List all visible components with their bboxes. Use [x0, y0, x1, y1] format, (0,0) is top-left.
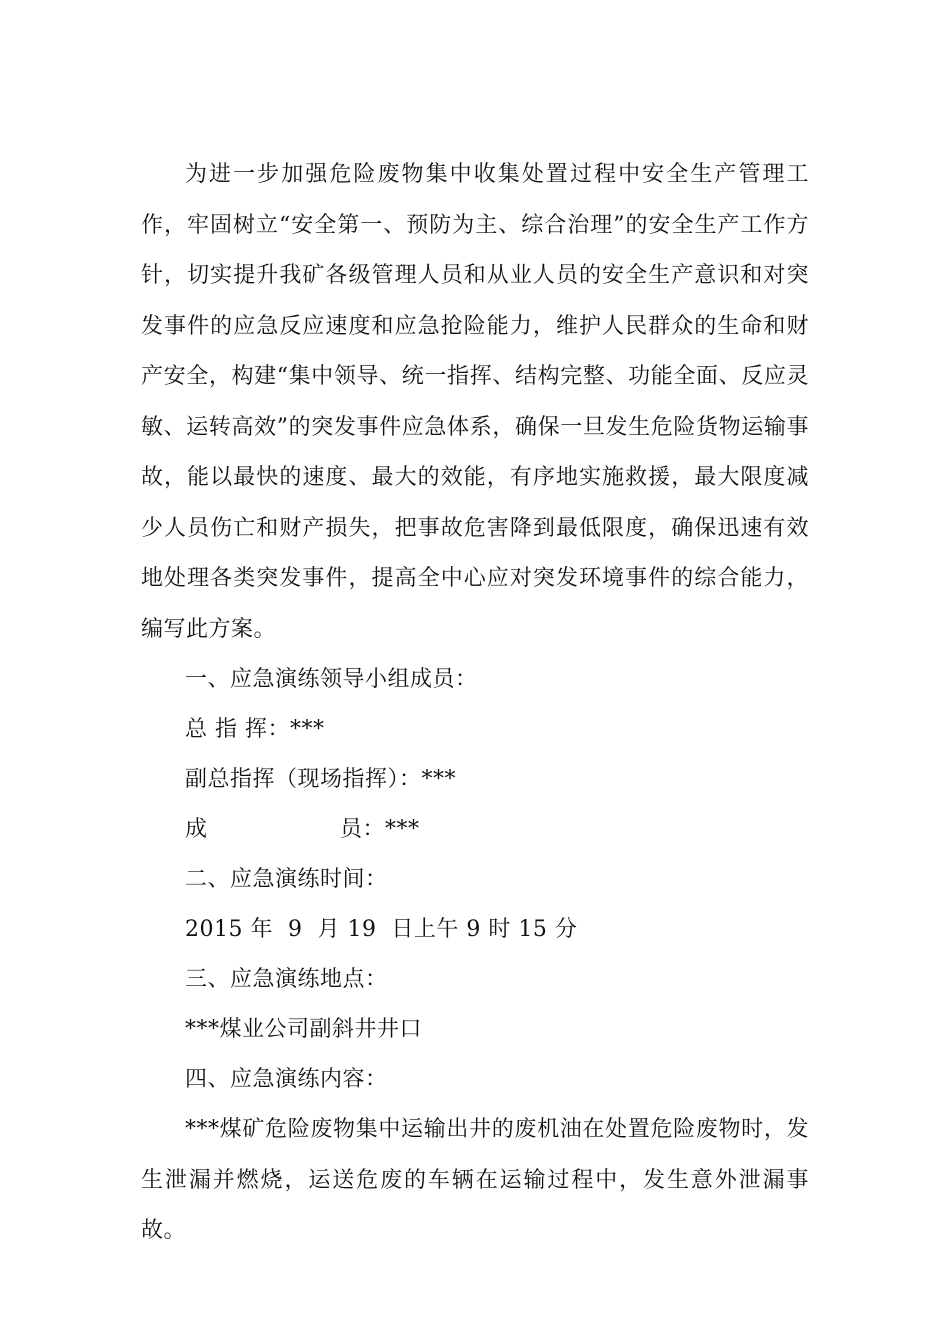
drill-location: ***煤业公司副斜井井口: [185, 1017, 423, 1042]
section1-heading: 一、应急演练领导小组成员：: [185, 667, 478, 692]
commander-line: 总 指 挥：***: [185, 717, 325, 742]
document-body: [141, 150, 809, 1257]
content-paragraph: ***煤矿危险废物集中运输出井的废机油在处置危险废物时，发生泄漏并燃烧，运送危废的车辆在运输过程中，发生意外泄漏事故。: [141, 1117, 809, 1243]
members-value: 员：***: [340, 817, 420, 842]
deputy-commander-line: 副总指挥（现场指挥）：***: [185, 767, 457, 792]
section3-heading: 三、应急演练地点：: [185, 967, 388, 992]
members-label: 成: [185, 817, 208, 842]
section2-heading: 二、应急演练时间：: [185, 867, 388, 892]
intro-paragraph: 为进一步加强危险废物集中收集处置过程中安全生产管理工作，牢固树立“安全第一、预防为主、综合治理”的安全生产工作方针，切实提升我矿各级管理人员和从业人员的安全生产意识和对突发事件的应急反应速度和应急抢险能力，维护人民群众的生命和财产安全，构建“集中领导、统一指挥、结构完整、功能全面、反应灵敏、运转高效”的突发事件应急体系，确保一旦发生危险货物运输事故，能以最快的速度、最大的效能，有序地实施救援，最大限度减少人员伤亡和财产损失，把事故危害降到最低限度，确保迅速有效地处理各类突发事件，提高全中心应对突发环境事件的综合能力，编写此方案。: [141, 162, 809, 642]
members-line: [141, 805, 809, 855]
drill-time: 2015 年 9 月 19 日上午 9 时 15 分: [185, 917, 578, 942]
section4-heading: 四、应急演练内容：: [185, 1067, 388, 1092]
